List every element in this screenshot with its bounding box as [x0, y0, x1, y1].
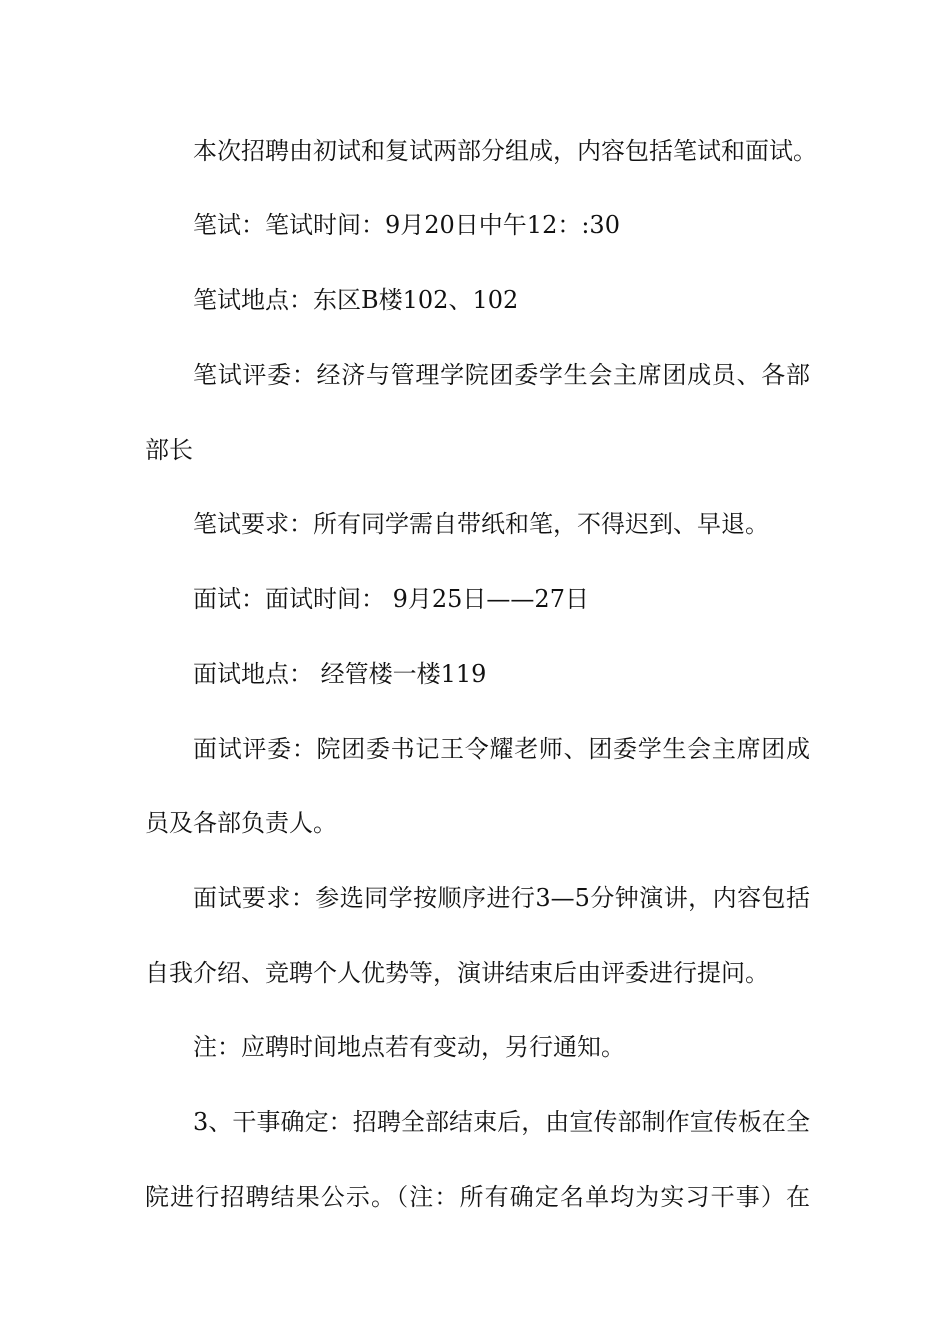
text-line-interview-requirements: 面试要求：参选同学按顺序进行3—5分钟演讲，内容包括 [193, 884, 810, 912]
text-line-written-test-judges-cont: 部长 [145, 436, 193, 464]
text-line-interview-judges: 面试评委：院团委书记王令耀老师、团委学生会主席团成 [193, 735, 810, 763]
text-line-staff-confirmation: 3、干事确定：招聘全部结束后，由宣传部制作宣传板在全 [193, 1108, 810, 1136]
text-line-written-test-judges: 笔试评委：经济与管理学院团委学生会主席团成员、各部 [193, 361, 810, 389]
text-line-recruitment-structure: 本次招聘由初试和复试两部分组成，内容包括笔试和面试。 [193, 137, 817, 165]
text-line-interview-requirements-cont: 自我介绍、竞聘个人优势等，演讲结束后由评委进行提问。 [145, 959, 769, 987]
text-line-interview-time: 面试：面试时间： 9月25日——27日 [193, 585, 589, 613]
text-line-staff-confirmation-cont: 院进行招聘结果公示。（注：所有确定名单均为实习干事）在 [145, 1183, 810, 1211]
text-line-written-test-time: 笔试：笔试时间：9月20日中午12：:30 [193, 211, 620, 239]
text-line-written-test-requirements: 笔试要求：所有同学需自带纸和笔，不得迟到、早退。 [193, 510, 769, 538]
text-line-interview-location: 面试地点： 经管楼一楼119 [193, 660, 487, 688]
text-line-written-test-location: 笔试地点：东区B楼102、102 [193, 286, 519, 314]
text-line-note: 注：应聘时间地点若有变动，另行通知。 [193, 1033, 625, 1061]
text-line-interview-judges-cont: 员及各部负责人。 [145, 809, 337, 837]
